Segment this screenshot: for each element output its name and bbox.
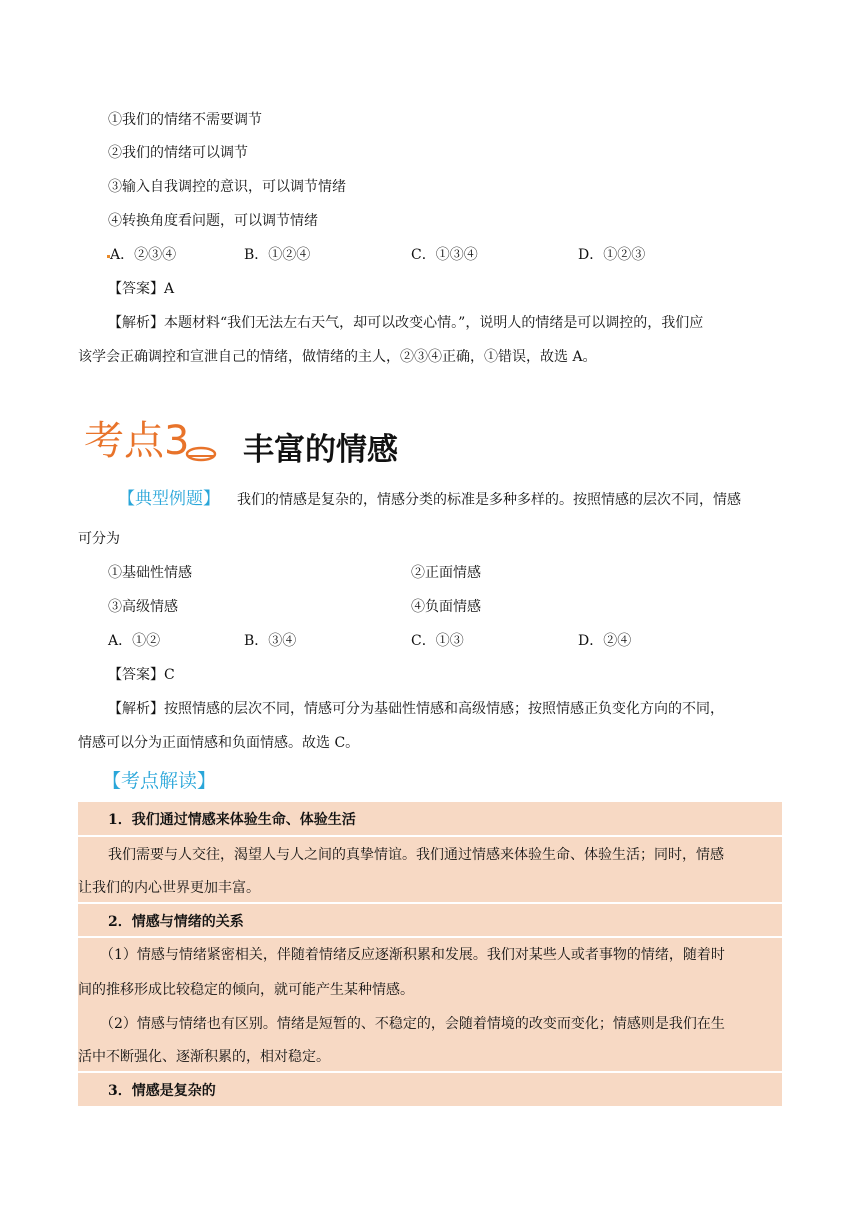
q2-stem-line2: 可分为 (78, 531, 120, 547)
q1-options (108, 245, 788, 265)
q2-analysis-line1: 【解析】按照情感的层次不同，情感可分为基础性情感和高级情感；按照情感正负变化方向的不同， (108, 701, 724, 717)
q1-option-c: C．①③④ (411, 247, 478, 263)
q1-option-a: A．②③④ (110, 247, 177, 263)
q2-option-c: C．①③ (411, 633, 464, 649)
reading-point-2-line2: 间的推移形成比较稳定的倾向，就可能产生某种情感。 (78, 982, 414, 998)
q1-option-b: B．①②④ (244, 247, 311, 263)
q2-item-4: ④负面情感 (411, 599, 481, 615)
divider (78, 835, 782, 837)
q1-item-1: ①我们的情绪不需要调节 (108, 112, 262, 128)
section-title: 丰富的情感 (243, 432, 398, 468)
reading-point-1-line2: 让我们的内心世界更加丰富。 (78, 880, 260, 896)
reading-point-2-line1: （1）情感与情绪紧密相关，伴随着情绪反应逐渐积累和发展。我们对某些人或者事物的情绪，随着时 (100, 947, 725, 963)
q1-analysis-line1: 【解析】本题材料“我们无法左右天气，却可以改变心情。”，说明人的情绪是可以调控的，我们应 (108, 315, 704, 331)
reading-point-2-heading: 2．情感与情绪的关系 (108, 914, 244, 930)
divider (78, 1071, 782, 1073)
reading-point-3-line1: （2）情感与情绪也有区别。情绪是短暂的、不稳定的，会随着情境的改变而变化；情感则是我们在生 (100, 1016, 725, 1032)
q2-analysis-line2: 情感可以分为正面情感和负面情感。故选 C。 (78, 735, 360, 751)
q2-tag (118, 488, 220, 510)
q2-stem-line1: 我们的情感是复杂的，情感分类的标准是多种多样的。按照情感的层次不同，情感 (237, 492, 741, 508)
reading-point-3-line2: 活中不断强化、逐渐积累的，相对稳定。 (78, 1049, 330, 1065)
q1-option-d: D．①②③ (578, 247, 646, 263)
reading-point-1-heading: 1．我们通过情感来体验生命、体验生活 (108, 812, 356, 828)
q2-option-b: B．③④ (244, 633, 297, 649)
q2-item-2: ②正面情感 (411, 565, 481, 581)
reading-point-1-line1: 我们需要与人交往，渴望人与人之间的真挚情谊。我们通过情感来体验生命、体验生活；同时，情感 (108, 847, 724, 863)
section-logo-icon (84, 412, 224, 464)
q1-item-2: ②我们的情绪可以调节 (108, 145, 248, 161)
q2-item-3: ③高级情感 (108, 599, 178, 615)
section-logo-text: 考点3 (84, 418, 190, 464)
divider (78, 936, 782, 938)
q2-options (108, 631, 788, 651)
q2-answer: 【答案】C (108, 667, 175, 683)
reading-box (78, 802, 782, 1106)
q2-option-a: A．①② (108, 633, 161, 649)
reading-point-3-heading: 3．情感是复杂的 (108, 1083, 216, 1099)
reading-heading: 【考点解读】 (102, 770, 217, 792)
q1-analysis-line2: 该学会正确调控和宣泄自己的情绪，做情绪的主人，②③④正确，①错误，故选 A。 (78, 349, 597, 365)
q2-tag-label: 【典型例题】 (118, 489, 220, 509)
q1-answer: 【答案】A (108, 281, 175, 297)
q1-item-3: ③输入自我调控的意识，可以调节情绪 (108, 179, 346, 195)
q1-item-4: ④转换角度看问题，可以调节情绪 (108, 213, 318, 229)
q2-option-d: D．②④ (578, 633, 632, 649)
divider (78, 902, 782, 904)
q2-item-1: ①基础性情感 (108, 565, 192, 581)
